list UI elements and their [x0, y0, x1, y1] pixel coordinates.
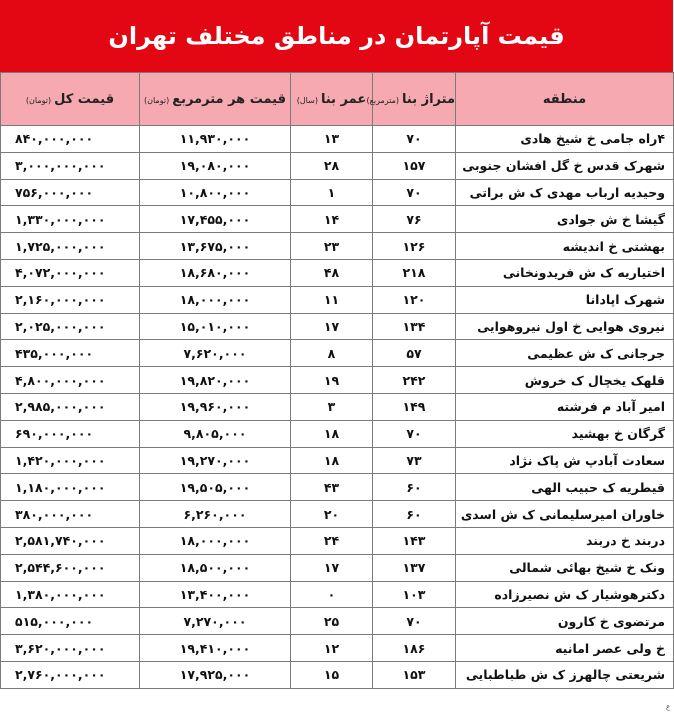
header-age: عمر بنا(سال) — [291, 73, 373, 126]
age-cell: ۱۱ — [291, 286, 373, 313]
region-cell: گرگان خ بهشید — [456, 420, 674, 447]
table-row — [1, 447, 674, 474]
region-cell: خ ولی عصر امانیه — [456, 635, 674, 662]
area-cell: ۱۳۷ — [373, 554, 456, 581]
price-per-meter-cell: ۷,۶۲۰,۰۰۰ — [140, 340, 291, 367]
region-cell: قیطریه ک حبیب الهی — [456, 474, 674, 501]
table-row — [1, 206, 674, 233]
region-cell: بهشتی خ اندیشه — [456, 233, 674, 260]
region-cell: شهرک قدس خ گل افشان جنوبی — [456, 152, 674, 179]
region-cell: ونک خ شیخ بهائی شمالی — [456, 554, 674, 581]
area-cell: ۷۳ — [373, 447, 456, 474]
table-row — [1, 340, 674, 367]
age-cell: ۱۹ — [291, 367, 373, 394]
header-total-price: قیمت کل(تومان) — [1, 73, 140, 126]
area-cell: ۷۰ — [373, 179, 456, 206]
price-per-meter-cell: ۱۹,۹۶۰,۰۰۰ — [140, 393, 291, 420]
total-price-cell: ۳۸۰,۰۰۰,۰۰۰ — [1, 501, 140, 528]
age-cell: ۱۸ — [291, 447, 373, 474]
price-per-meter-cell: ۱۸,۶۸۰,۰۰۰ — [140, 259, 291, 286]
price-per-meter-cell: ۱۸,۰۰۰,۰۰۰ — [140, 527, 291, 554]
region-cell: شریعتی چالهرز ک ش طباطبایی — [456, 661, 674, 688]
total-price-cell: ۱,۱۸۰,۰۰۰,۰۰۰ — [1, 474, 140, 501]
header-price-per-meter: قیمت هر مترمربع(تومان) — [140, 73, 291, 126]
table-row — [1, 661, 674, 688]
age-cell: ۱۴ — [291, 206, 373, 233]
total-price-cell: ۶۹۰,۰۰۰,۰۰۰ — [1, 420, 140, 447]
price-per-meter-cell: ۱۸,۰۰۰,۰۰۰ — [140, 286, 291, 313]
area-cell: ۱۰۳ — [373, 581, 456, 608]
price-per-meter-cell: ۱۹,۴۱۰,۰۰۰ — [140, 635, 291, 662]
area-cell: ۱۳۴ — [373, 313, 456, 340]
region-cell: نیروی هوایی خ اول نیروهوایی — [456, 313, 674, 340]
total-price-cell: ۵۱۵,۰۰۰,۰۰۰ — [1, 608, 140, 635]
table-row — [1, 286, 674, 313]
age-cell: ۱۷ — [291, 313, 373, 340]
table-row — [1, 367, 674, 394]
age-cell: ۲۳ — [291, 233, 373, 260]
price-per-meter-cell: ۱۵,۰۱۰,۰۰۰ — [140, 313, 291, 340]
price-per-meter-cell: ۱۸,۵۰۰,۰۰۰ — [140, 554, 291, 581]
total-price-cell: ۲,۱۶۰,۰۰۰,۰۰۰ — [1, 286, 140, 313]
age-cell: ۴۳ — [291, 474, 373, 501]
header-area: متراژ بنا(مترمربع) — [373, 73, 456, 126]
total-price-cell: ۳,۰۰۰,۰۰۰,۰۰۰ — [1, 152, 140, 179]
age-cell: ۲۴ — [291, 527, 373, 554]
table-row — [1, 233, 674, 260]
total-price-cell: ۴,۰۷۲,۰۰۰,۰۰۰ — [1, 259, 140, 286]
table-row — [1, 581, 674, 608]
page-title: قیمت آپارتمان در مناطق مختلف تهران — [0, 0, 673, 72]
region-cell: گیشا خ ش جوادی — [456, 206, 674, 233]
price-per-meter-cell: ۱۳,۶۷۵,۰۰۰ — [140, 233, 291, 260]
region-cell: اختیاریه ک ش فریدونخانی — [456, 259, 674, 286]
total-price-cell: ۲,۰۲۵,۰۰۰,۰۰۰ — [1, 313, 140, 340]
region-cell: سعادت آبادپ ش پاک نژاد — [456, 447, 674, 474]
area-cell: ۶۰ — [373, 501, 456, 528]
region-cell: مرتضوی خ کارون — [456, 608, 674, 635]
region-cell: وحیدیه ارباب مهدی ک ش براتی — [456, 179, 674, 206]
price-per-meter-cell: ۱۱,۹۳۰,۰۰۰ — [140, 126, 291, 153]
table-row — [1, 393, 674, 420]
area-cell: ۱۴۹ — [373, 393, 456, 420]
area-cell: ۵۷ — [373, 340, 456, 367]
area-cell: ۶۰ — [373, 474, 456, 501]
total-price-cell: ۸۴۰,۰۰۰,۰۰۰ — [1, 126, 140, 153]
age-cell: ۱۳ — [291, 126, 373, 153]
region-cell: جرجانی ک ش عظیمی — [456, 340, 674, 367]
region-cell: شهرک اپادانا — [456, 286, 674, 313]
price-per-meter-cell: ۱۷,۴۵۵,۰۰۰ — [140, 206, 291, 233]
total-price-cell: ۱,۴۲۰,۰۰۰,۰۰۰ — [1, 447, 140, 474]
area-cell: ۱۲۶ — [373, 233, 456, 260]
age-cell: ۳ — [291, 393, 373, 420]
age-cell: ۴۸ — [291, 259, 373, 286]
age-cell: ۱ — [291, 179, 373, 206]
region-cell: دکترهوشیار ک ش نصیرزاده — [456, 581, 674, 608]
region-cell: ۴راه جامی خ شیخ هادی — [456, 126, 674, 153]
area-cell: ۱۵۳ — [373, 661, 456, 688]
region-cell: خاوران امیرسلیمانی ک ش اسدی — [456, 501, 674, 528]
area-cell: ۲۴۲ — [373, 367, 456, 394]
price-per-meter-cell: ۹,۸۰۵,۰۰۰ — [140, 420, 291, 447]
table-row — [1, 635, 674, 662]
total-price-cell: ۴,۸۰۰,۰۰۰,۰۰۰ — [1, 367, 140, 394]
age-cell: ۱۸ — [291, 420, 373, 447]
total-price-cell: ۴۳۵,۰۰۰,۰۰۰ — [1, 340, 140, 367]
age-cell: ۰ — [291, 581, 373, 608]
table-row — [1, 179, 674, 206]
area-cell: ۷۶ — [373, 206, 456, 233]
table-row — [1, 313, 674, 340]
area-cell: ۷۰ — [373, 126, 456, 153]
age-cell: ۲۵ — [291, 608, 373, 635]
area-cell: ۷۰ — [373, 420, 456, 447]
table-row — [1, 527, 674, 554]
area-cell: ۲۱۸ — [373, 259, 456, 286]
area-cell: ۱۴۳ — [373, 527, 456, 554]
price-per-meter-cell: ۱۷,۹۲۵,۰۰۰ — [140, 661, 291, 688]
age-cell: ۱۲ — [291, 635, 373, 662]
area-cell: ۱۵۷ — [373, 152, 456, 179]
price-per-meter-cell: ۱۰,۸۰۰,۰۰۰ — [140, 179, 291, 206]
region-cell: قلهک یخچال ک خروش — [456, 367, 674, 394]
total-price-cell: ۲,۹۸۵,۰۰۰,۰۰۰ — [1, 393, 140, 420]
price-per-meter-cell: ۱۹,۵۰۵,۰۰۰ — [140, 474, 291, 501]
price-per-meter-cell: ۱۹,۲۷۰,۰۰۰ — [140, 447, 291, 474]
total-price-cell: ۲,۵۴۴,۶۰۰,۰۰۰ — [1, 554, 140, 581]
age-cell: ۱۵ — [291, 661, 373, 688]
total-price-cell: ۷۵۶,۰۰۰,۰۰۰ — [1, 179, 140, 206]
region-cell: دربند خ دربند — [456, 527, 674, 554]
age-cell: ۲۸ — [291, 152, 373, 179]
age-cell: ۲۰ — [291, 501, 373, 528]
price-table — [0, 72, 674, 689]
region-cell: امیر آباد م فرشته — [456, 393, 674, 420]
table-row — [1, 126, 674, 153]
price-per-meter-cell: ۱۹,۸۲۰,۰۰۰ — [140, 367, 291, 394]
table-row — [1, 259, 674, 286]
table-row — [1, 474, 674, 501]
table-row — [1, 420, 674, 447]
table-body — [1, 126, 674, 689]
price-per-meter-cell: ۷,۲۷۰,۰۰۰ — [140, 608, 291, 635]
total-price-cell: ۱,۳۳۰,۰۰۰,۰۰۰ — [1, 206, 140, 233]
area-cell: ۱۲۰ — [373, 286, 456, 313]
table-row — [1, 501, 674, 528]
price-per-meter-cell: ۶,۲۶۰,۰۰۰ — [140, 501, 291, 528]
area-cell: ۱۸۶ — [373, 635, 456, 662]
total-price-cell: ۳,۶۲۰,۰۰۰,۰۰۰ — [1, 635, 140, 662]
total-price-cell: ۲,۵۸۱,۷۴۰,۰۰۰ — [1, 527, 140, 554]
table-row — [1, 608, 674, 635]
header-row — [1, 73, 674, 126]
total-price-cell: ۱,۳۸۰,۰۰۰,۰۰۰ — [1, 581, 140, 608]
age-cell: ۱۷ — [291, 554, 373, 581]
total-price-cell: ۱,۷۲۵,۰۰۰,۰۰۰ — [1, 233, 140, 260]
price-per-meter-cell: ۱۳,۴۰۰,۰۰۰ — [140, 581, 291, 608]
price-per-meter-cell: ۱۹,۰۸۰,۰۰۰ — [140, 152, 291, 179]
total-price-cell: ۲,۷۶۰,۰۰۰,۰۰۰ — [1, 661, 140, 688]
table-row — [1, 554, 674, 581]
age-cell: ۸ — [291, 340, 373, 367]
table-row — [1, 152, 674, 179]
header-region: منطقه — [456, 73, 674, 126]
area-cell: ۷۰ — [373, 608, 456, 635]
footnote: ع — [666, 703, 671, 711]
